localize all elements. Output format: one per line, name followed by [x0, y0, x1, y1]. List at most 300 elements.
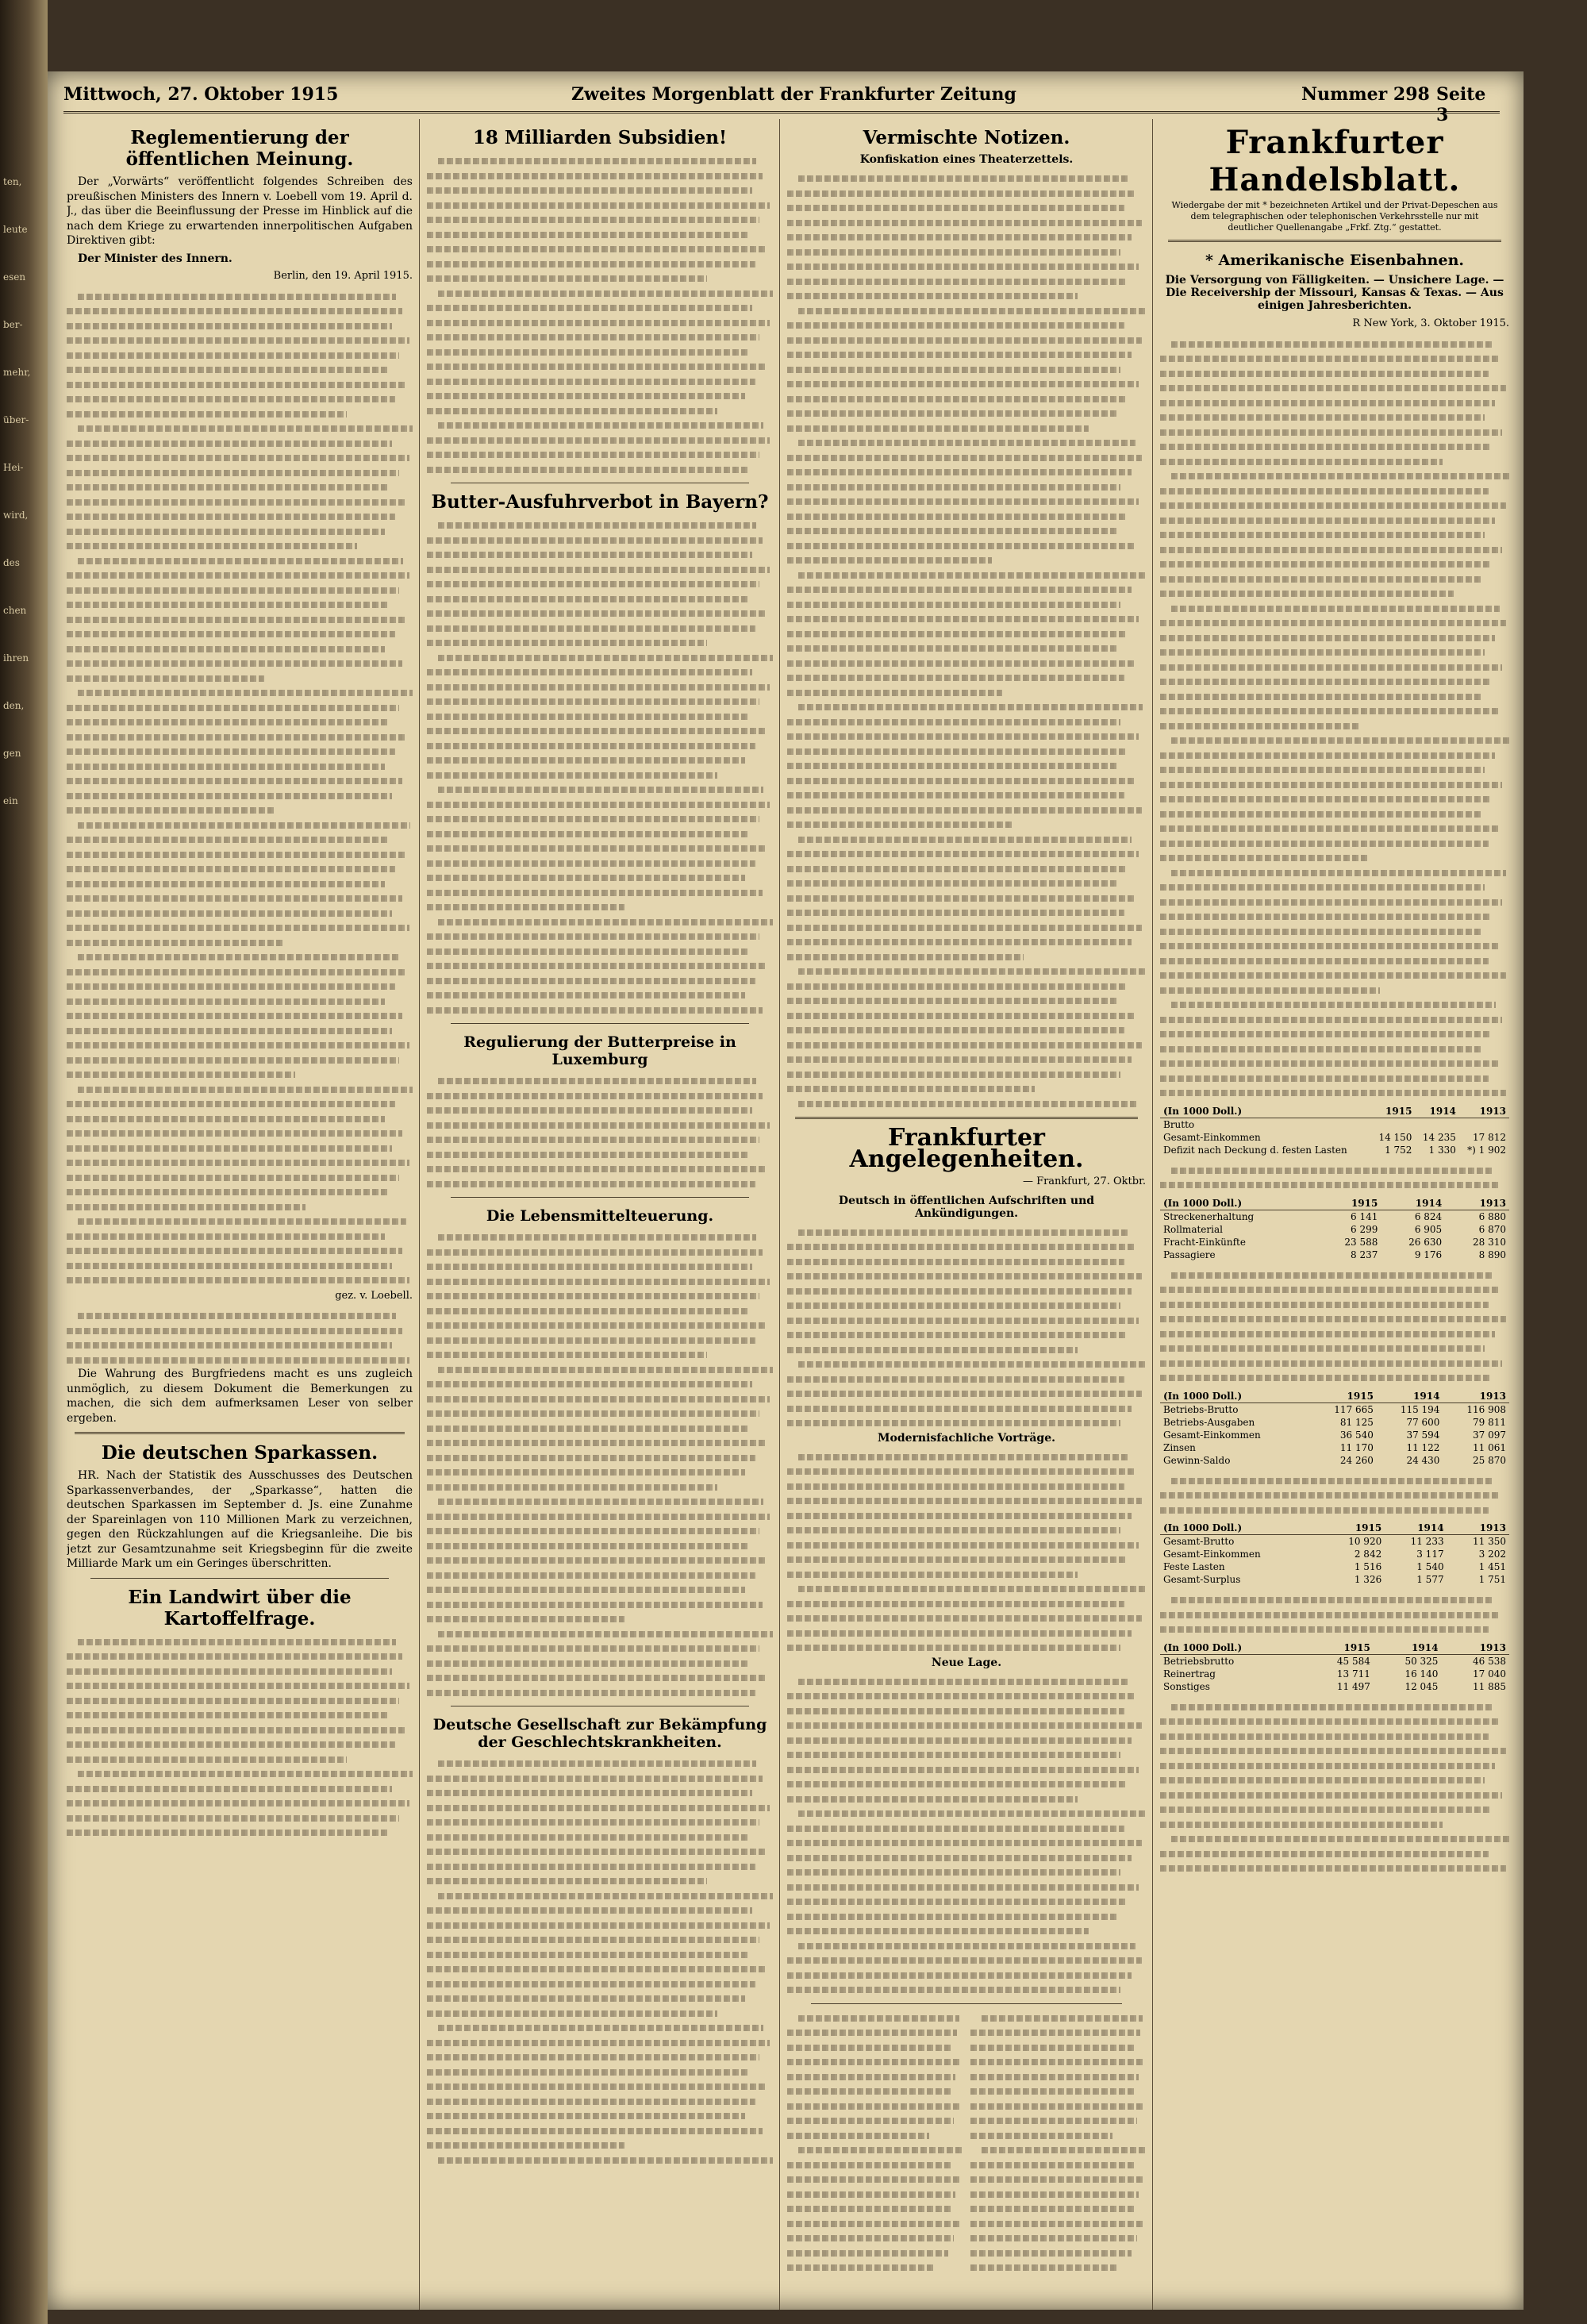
text-line: [67, 788, 413, 803]
text-line: [787, 200, 1146, 215]
text-line: [67, 450, 413, 465]
text-line: [1160, 1860, 1509, 1876]
article-paragraph: Die Wahrung des Burgfriedens macht es uns zugleich unmöglich, zu diesem Dokument die Bemerkungen zu machen, die sich dem aufmerksamen Leser von selber ergeben.: [67, 1368, 413, 1425]
text-line: [427, 533, 773, 548]
text-line: [67, 964, 413, 979]
table-header-row: [1160, 1197, 1509, 1210]
article-body: [787, 171, 1146, 1110]
text-line: [427, 768, 773, 783]
text-line: [427, 752, 773, 768]
text-line: [1160, 586, 1509, 601]
text-line: [427, 1274, 773, 1289]
text-line: [427, 1102, 773, 1118]
text-line: [67, 759, 413, 774]
text-line: [787, 2157, 963, 2172]
text-line: [427, 1814, 773, 1830]
text-line: [1160, 351, 1509, 366]
table-cell: 1 451: [1478, 1561, 1506, 1572]
table-cell: 28 310: [1473, 1236, 1506, 1248]
text-line: [427, 256, 773, 271]
table-header-cell: (In 1000 Doll.): [1160, 1197, 1317, 1210]
text-line: [427, 679, 773, 695]
text-line: [427, 2153, 773, 2168]
article-title: Regulierung der Butterpreise in Luxemburg: [463, 1033, 736, 1068]
text-line: [427, 1406, 773, 1421]
text-line: [787, 1674, 1146, 1689]
table-cell: Zinsen: [1163, 1441, 1196, 1453]
text-line: [427, 899, 773, 914]
text-line: [787, 1372, 1146, 1387]
text-line: [787, 215, 1146, 230]
financial-table: [1160, 1390, 1509, 1467]
text-line: [787, 2216, 963, 2231]
text-line: [787, 2172, 963, 2187]
text-line: [787, 1508, 1146, 1523]
table-header-cell: (In 1000 Doll.): [1160, 1390, 1310, 1403]
text-line: [787, 1254, 1146, 1269]
text-line: [787, 1052, 1146, 1067]
header-page: Seite 3: [1436, 84, 1486, 125]
table-header-cell: 1913: [1447, 1522, 1509, 1535]
text-line: [427, 562, 773, 577]
text-line: [427, 1991, 773, 2006]
section-masthead: Frankfurter Handelsblatt.: [1209, 124, 1461, 198]
text-line: [427, 2123, 773, 2138]
table-cell: Fracht-Einkünfte: [1163, 1236, 1246, 1248]
text-line: [1160, 571, 1509, 587]
text-line: [427, 1318, 773, 1333]
text-line: [67, 289, 413, 304]
table-cell: 12 045: [1404, 1680, 1439, 1692]
text-line: [1160, 1772, 1509, 1787]
table-row: [1160, 1249, 1509, 1261]
text-line: [787, 861, 1146, 876]
text-line: [67, 1067, 413, 1082]
text-line: [1160, 337, 1509, 352]
text-line: [427, 1597, 773, 1612]
spine-fragment: Hei-: [3, 462, 24, 473]
text-line: [67, 333, 413, 348]
table-row: [1160, 1535, 1509, 1549]
text-line: [427, 518, 773, 533]
text-line: [787, 229, 1146, 244]
text-line: [67, 1125, 413, 1141]
text-line: [427, 1132, 773, 1147]
table-header-cell: (In 1000 Doll.): [1160, 1105, 1371, 1118]
table-header-cell: 1915: [1323, 1522, 1385, 1535]
text-line: [787, 1449, 1146, 1464]
table-row: [1160, 1441, 1509, 1454]
text-line: [1160, 1758, 1509, 1773]
table-header-row: [1160, 1105, 1509, 1118]
table-cell: 36 540: [1339, 1429, 1374, 1441]
financial-table: [1160, 1641, 1509, 1693]
article-paragraph: HR. Nach der Statistik des Ausschusses des Deutschen Sparkassenverbandes, der „Sparkasse“, hatten die deutschen Sparkassen im September d. Js. eine Zunahme der Spareinlagen von 110 Millionen Mark zu verzeichnen, gegen den Rückzahlungen auf die Kriegsanleihe. Die bis jetzt zur Gesamtzunahme seit Kriegsbeginn für die zweite Milliarde Mark um ein Geringes überschritten.: [67, 1469, 413, 1570]
table-cell: 6 905: [1414, 1223, 1443, 1235]
text-line: [67, 1308, 413, 1323]
table-cell: Gesamt-Einkommen: [1163, 1429, 1261, 1441]
article-title: Butter-Ausfuhrverbot in Bayern?: [431, 491, 769, 513]
table-cell: 1 577: [1416, 1574, 1444, 1585]
table-header-cell: (In 1000 Doll.): [1160, 1641, 1305, 1655]
text-line: [787, 1342, 1146, 1357]
text-line: [427, 1176, 773, 1191]
text-line: [1160, 762, 1509, 777]
table-cell: 11 233: [1410, 1536, 1444, 1547]
text-line: [787, 259, 1146, 274]
table-row: [1160, 1454, 1509, 1467]
table-cell: Gesamt-Einkommen: [1163, 1549, 1261, 1560]
table-row: [1160, 1236, 1509, 1249]
table-cell: 8 237: [1351, 1249, 1378, 1260]
text-line: [787, 1537, 1146, 1553]
text-line: [67, 1199, 413, 1214]
text-line: [787, 1835, 1146, 1850]
text-line: [427, 1509, 773, 1524]
text-line: [67, 832, 413, 847]
text-line: [787, 2040, 963, 2055]
text-line: [427, 1800, 773, 1815]
text-line: [970, 2260, 1146, 2275]
text-line: [787, 303, 1146, 318]
text-line: [427, 241, 773, 256]
text-line: [787, 699, 1146, 714]
article-title: Reglementierung der öffentlichen Meinung.: [125, 127, 354, 170]
text-line: [427, 1670, 773, 1685]
text-line: [1160, 644, 1509, 660]
text-line: [67, 524, 413, 539]
text-line: [1160, 1026, 1509, 1041]
text-line: [427, 2094, 773, 2109]
text-line: [970, 2172, 1146, 2187]
text-line: [67, 626, 413, 641]
text-line: [67, 729, 413, 745]
text-line: [1160, 660, 1509, 675]
text-line: [787, 1581, 1146, 1596]
text-line: [427, 344, 773, 360]
text-line: [787, 362, 1146, 377]
text-line: [67, 538, 413, 553]
article-dateline: — Frankfurt, 27. Oktbr.: [1022, 1175, 1146, 1187]
table-cell: Gesamt-Einkommen: [1163, 1131, 1261, 1143]
text-line: [427, 1002, 773, 1018]
text-line: [67, 1141, 413, 1156]
table-cell: 14 235: [1422, 1131, 1456, 1143]
text-line: [427, 944, 773, 959]
text-line: [787, 714, 1146, 729]
text-line: [787, 406, 1146, 421]
text-line: [787, 171, 1146, 186]
text-line: [1160, 718, 1509, 733]
table-header-cell: 1913: [1441, 1641, 1509, 1655]
text-line: [67, 1649, 413, 1664]
table-cell: 14 150: [1378, 1131, 1412, 1143]
spine-fragment: wird,: [3, 510, 29, 521]
text-line: [67, 1693, 413, 1708]
text-line: [787, 186, 1146, 201]
table-header-cell: 1915: [1317, 1197, 1381, 1210]
text-line: [787, 2084, 963, 2099]
text-line: [67, 949, 413, 964]
text-line: [787, 568, 1146, 583]
text-line: [787, 2054, 963, 2069]
article-body: [427, 518, 773, 1017]
article-body: [1160, 337, 1509, 1100]
divider: [451, 1197, 749, 1198]
article-title: Ein Landwirt über die Kartoffelfrage.: [128, 1586, 352, 1629]
text-line: [787, 2260, 963, 2275]
table-cell: 1 540: [1416, 1561, 1444, 1572]
text-line: [787, 2128, 963, 2143]
text-line: [1160, 983, 1509, 998]
text-line: [67, 1781, 413, 1796]
text-line: [67, 1008, 413, 1023]
text-line: [787, 347, 1146, 362]
table-cell: 81 125: [1339, 1416, 1374, 1428]
text-line: [787, 1356, 1146, 1372]
spine-fragment: ten,: [3, 176, 22, 187]
text-line: [787, 1688, 1146, 1703]
text-line: [427, 1303, 773, 1318]
text-line: [67, 1272, 413, 1287]
text-line: [787, 1610, 1146, 1626]
text-line: [427, 1568, 773, 1583]
article-title: Vermischte Notizen.: [863, 127, 1070, 148]
table-cell: 117 665: [1334, 1403, 1374, 1415]
table-row: [1160, 1654, 1509, 1668]
text-line: [787, 1806, 1146, 1821]
text-line: [427, 2006, 773, 2021]
table-cell: Gewinn-Saldo: [1163, 1454, 1231, 1466]
text-line: [67, 641, 413, 656]
text-line: [67, 597, 413, 612]
text-line: [1160, 806, 1509, 821]
table-cell: 6 824: [1414, 1210, 1443, 1222]
text-line: [1160, 410, 1509, 425]
events-right: [970, 2010, 1146, 2275]
text-line: [427, 1229, 773, 1245]
text-line: [787, 891, 1146, 906]
text-line: [67, 876, 413, 891]
text-line: [427, 447, 773, 462]
text-line: [787, 758, 1146, 773]
text-line: [1160, 1177, 1509, 1192]
text-line: [67, 1634, 413, 1649]
text-line: [67, 1155, 413, 1170]
column-2: [427, 119, 773, 2310]
text-line: [1160, 733, 1509, 748]
text-line: [1160, 703, 1509, 718]
text-line: [1160, 1370, 1509, 1385]
text-line: [1160, 1268, 1509, 1283]
text-line: [427, 797, 773, 812]
text-line: [787, 2201, 963, 2216]
text-line: [1160, 938, 1509, 953]
text-line: [427, 606, 773, 621]
text-line: [1160, 1699, 1509, 1714]
table-row: [1160, 1402, 1509, 1416]
table-header-row: [1160, 1641, 1509, 1655]
text-line: [427, 1961, 773, 1976]
text-line: [787, 1640, 1146, 1655]
table-cell: 1 516: [1354, 1561, 1382, 1572]
text-line: [970, 2216, 1146, 2231]
table-cell: 6 299: [1351, 1223, 1378, 1235]
table-cell: 6 870: [1478, 1223, 1506, 1235]
table-cell: 11 061: [1473, 1441, 1506, 1453]
text-line: [67, 479, 413, 494]
text-line: [787, 1268, 1146, 1283]
text-line: [787, 670, 1146, 685]
text-line: [427, 576, 773, 591]
text-line: [787, 2187, 963, 2202]
text-line: [427, 1611, 773, 1626]
text-line: [427, 329, 773, 344]
table-header-cell: 1914: [1377, 1390, 1443, 1403]
table-row: [1160, 1668, 1509, 1680]
spine-fragment: chen: [3, 605, 27, 616]
article-dateline: Berlin, den 19. April 1915.: [273, 270, 413, 282]
text-line: [787, 611, 1146, 626]
text-line: [787, 597, 1146, 612]
text-line: [427, 650, 773, 665]
text-line: [427, 198, 773, 213]
text-line: [67, 1184, 413, 1199]
text-line: [787, 1703, 1146, 1718]
text-line: [787, 376, 1146, 391]
text-line: [1160, 395, 1509, 410]
text-line: [427, 1479, 773, 1495]
text-line: [67, 1795, 413, 1810]
text-line: [67, 1323, 413, 1338]
text-line: [787, 846, 1146, 861]
text-line: [1160, 1622, 1509, 1637]
text-line: [1160, 366, 1509, 381]
text-line: [1160, 1311, 1509, 1326]
table-cell: Rollmaterial: [1163, 1223, 1223, 1235]
table-cell: Streckenerhaltung: [1163, 1210, 1255, 1222]
text-line: [1160, 527, 1509, 542]
header-number: Nummer 298: [1301, 84, 1430, 105]
text-line: [427, 694, 773, 709]
text-line: [787, 964, 1146, 979]
table-cell: 11 122: [1406, 1441, 1440, 1453]
text-line: [427, 635, 773, 650]
text-line: [1160, 498, 1509, 513]
table-cell: 25 870: [1473, 1454, 1506, 1466]
article-body: [427, 153, 773, 476]
text-line: [427, 183, 773, 198]
text-line: [427, 664, 773, 679]
text-line: [1160, 909, 1509, 924]
table-cell: 13 711: [1336, 1668, 1370, 1680]
text-line: [427, 1771, 773, 1786]
article-body: [1160, 1699, 1509, 1876]
spine-fragment: ber-: [3, 319, 23, 330]
article-subtitle: Deutsch in öffentlichen Aufschriften und Ankündigungen.: [838, 1194, 1095, 1220]
table-cell: 37 097: [1473, 1429, 1506, 1441]
text-line: [67, 744, 413, 759]
text-line: [787, 479, 1146, 494]
book-spine: [0, 0, 48, 2324]
text-line: [67, 1722, 413, 1737]
text-line: [1160, 425, 1509, 440]
text-line: [787, 1968, 1146, 1983]
text-line: [67, 1678, 413, 1693]
section-divider: [795, 1117, 1138, 1119]
text-line: [1160, 1071, 1509, 1086]
column-4: [1160, 119, 1509, 2310]
text-line: [970, 2040, 1146, 2055]
text-line: [787, 773, 1146, 788]
table-header-cell: 1914: [1415, 1105, 1458, 1118]
text-line: [67, 1023, 413, 1038]
text-line: [427, 1494, 773, 1509]
text-line: [427, 1626, 773, 1641]
spine-fragment: den,: [3, 700, 25, 711]
text-line: [1160, 1831, 1509, 1846]
text-line: [787, 538, 1146, 553]
text-line: [970, 2128, 1146, 2143]
table-cell: 77 600: [1406, 1416, 1440, 1428]
text-line: [67, 377, 413, 392]
table-cell: Betriebs-Brutto: [1163, 1403, 1239, 1415]
article-body: [427, 1229, 773, 1699]
text-line: [970, 2084, 1146, 2099]
text-line: [787, 333, 1146, 348]
text-line: [787, 1894, 1146, 1909]
table-header-cell: 1913: [1443, 1390, 1509, 1403]
text-line: [427, 286, 773, 301]
text-line: [787, 494, 1146, 509]
text-line: [427, 433, 773, 448]
text-line: [1160, 821, 1509, 836]
text-line: [427, 1161, 773, 1176]
table-header-cell: 1915: [1305, 1641, 1374, 1655]
table-cell: 115 194: [1400, 1403, 1440, 1415]
text-line: [67, 509, 413, 524]
divider: [811, 2003, 1122, 2004]
text-line: [1160, 689, 1509, 704]
article-body: [1160, 1268, 1509, 1385]
text-line: [787, 1938, 1146, 1953]
events-listing: [787, 2010, 1146, 2275]
table-cell: 8 890: [1478, 1249, 1506, 1260]
events-left: [787, 2010, 963, 2275]
text-line: [67, 1737, 413, 1752]
text-line: [787, 626, 1146, 641]
table-cell: 11 497: [1336, 1680, 1370, 1692]
text-line: [67, 1664, 413, 1679]
article-title: Die deutschen Sparkassen.: [101, 1442, 378, 1464]
table-cell: Gesamt-Surplus: [1163, 1574, 1241, 1585]
table-cell: 24 430: [1406, 1454, 1440, 1466]
table-row: [1160, 1573, 1509, 1586]
text-line: [787, 244, 1146, 260]
text-line: [1160, 556, 1509, 571]
text-line: [1160, 850, 1509, 865]
text-line: [67, 891, 413, 906]
article-byline: Der Minister des Innern.: [78, 252, 232, 265]
text-line: [67, 1214, 413, 1229]
table-cell: 26 630: [1408, 1236, 1443, 1248]
article-title: * Amerikanische Eisenbahnen.: [1205, 252, 1465, 269]
text-line: [67, 656, 413, 671]
text-line: [1160, 879, 1509, 895]
table-row: [1160, 1144, 1509, 1156]
text-line: [427, 1947, 773, 1962]
text-line: [787, 685, 1146, 700]
